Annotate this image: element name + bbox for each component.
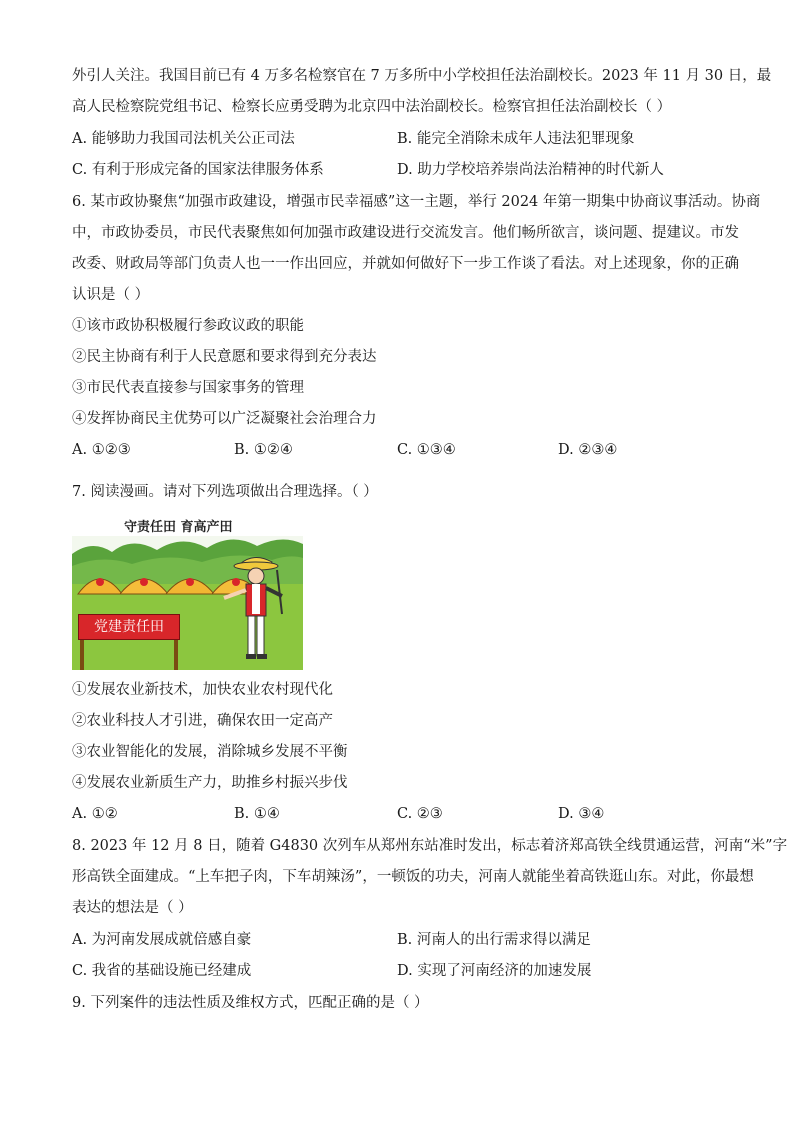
q6-stem-line1: 6. 某市政协聚焦“加强市政建设，增强市民幸福感”这一主题，举行 2024 年第一期集中协商议事活动。协商 <box>72 194 761 210</box>
cartoon-title: 守责任田 育高产田 <box>124 520 233 535</box>
q9-stem: 9. 下列案件的违法性质及维权方式，匹配正确的是（ ） <box>72 995 429 1011</box>
q5-stem-line1: 外引人关注。我国目前已有 4 万多名检察官在 7 万多所中小学校担任法治副校长。2023 年 11 月 30 日，最 <box>72 68 772 84</box>
q6-option-d[interactable]: D. ②③④ <box>558 442 618 458</box>
q7-statement-4: ④发展农业新质生产力，助推乡村振兴步伐 <box>72 775 348 791</box>
q8-stem-line1: 8. 2023 年 12 月 8 日，随着 G4830 次列车从郑州东站准时发出，标志着济郑高铁全线贯通运营，河南“米”字 <box>72 838 788 854</box>
q8-option-a[interactable]: A. 为河南发展成就倍感自豪 <box>72 932 252 948</box>
q6-option-b[interactable]: B. ①②④ <box>234 442 293 458</box>
q5-option-a[interactable]: A. 能够助力我国司法机关公正司法 <box>72 131 295 147</box>
q5-option-c[interactable]: C. 有利于形成完备的国家法律服务体系 <box>72 162 324 178</box>
q8-option-d[interactable]: D. 实现了河南经济的加速发展 <box>397 963 592 979</box>
q6-statement-3: ③市民代表直接参与国家事务的管理 <box>72 380 304 396</box>
q7-statement-2: ②农业科技人才引进，确保农田一定高产 <box>72 713 333 729</box>
q7-option-c[interactable]: C. ②③ <box>397 806 443 822</box>
q8-option-b[interactable]: B. 河南人的出行需求得以满足 <box>397 932 591 948</box>
q5-option-d[interactable]: D. 助力学校培养崇尚法治精神的时代新人 <box>397 162 664 178</box>
q7-option-b[interactable]: B. ①④ <box>234 806 280 822</box>
q6-stem-line3: 改委、财政局等部门负责人也一一作出回应，并就如何做好下一步工作谈了看法。对上述现象，你的正确 <box>72 256 739 272</box>
q6-statement-4: ④发挥协商民主优势可以广泛凝聚社会治理合力 <box>72 411 377 427</box>
q7-statement-1: ①发展农业新技术，加快农业农村现代化 <box>72 682 333 698</box>
q7-option-d[interactable]: D. ③④ <box>558 806 605 822</box>
q6-stem-line2: 中，市政协委员，市民代表聚焦如何加强市政建设进行交流发言。他们畅所欲言，谈问题、提建议。市发 <box>72 225 739 241</box>
q8-option-c[interactable]: C. 我省的基础设施已经建成 <box>72 963 252 979</box>
q6-statement-2: ②民主协商有利于人民意愿和要求得到充分表达 <box>72 349 377 365</box>
q6-stem-line4: 认识是（ ） <box>72 287 150 303</box>
q8-stem-line3: 表达的想法是（ ） <box>72 900 193 916</box>
q5-option-b[interactable]: B. 能完全消除未成年人违法犯罪现象 <box>397 131 635 147</box>
q7-option-a[interactable]: A. ①② <box>72 806 118 822</box>
q7-stem: 7. 阅读漫画。请对下列选项做出合理选择。（ ） <box>72 484 378 500</box>
q6-statement-1: ①该市政协积极履行参政议政的职能 <box>72 318 304 334</box>
q6-option-c[interactable]: C. ①③④ <box>397 442 456 458</box>
q8-stem-line2: 形高铁全面建成。“上车把子肉，下车胡辣汤”，一顿饭的功夫，河南人就能坐着高铁逛山东。对此，你最想 <box>72 869 754 885</box>
q5-stem-line2: 高人民检察院党组书记、检察长应勇受聘为北京四中法治副校长。检察官担任法治副校长（ ） <box>72 99 672 115</box>
q6-option-a[interactable]: A. ①②③ <box>72 442 131 458</box>
q7-statement-3: ③农业智能化的发展，消除城乡发展不平衡 <box>72 744 348 760</box>
cartoon-sign: 党建责任田 <box>78 614 180 640</box>
cartoon-image <box>72 514 303 670</box>
